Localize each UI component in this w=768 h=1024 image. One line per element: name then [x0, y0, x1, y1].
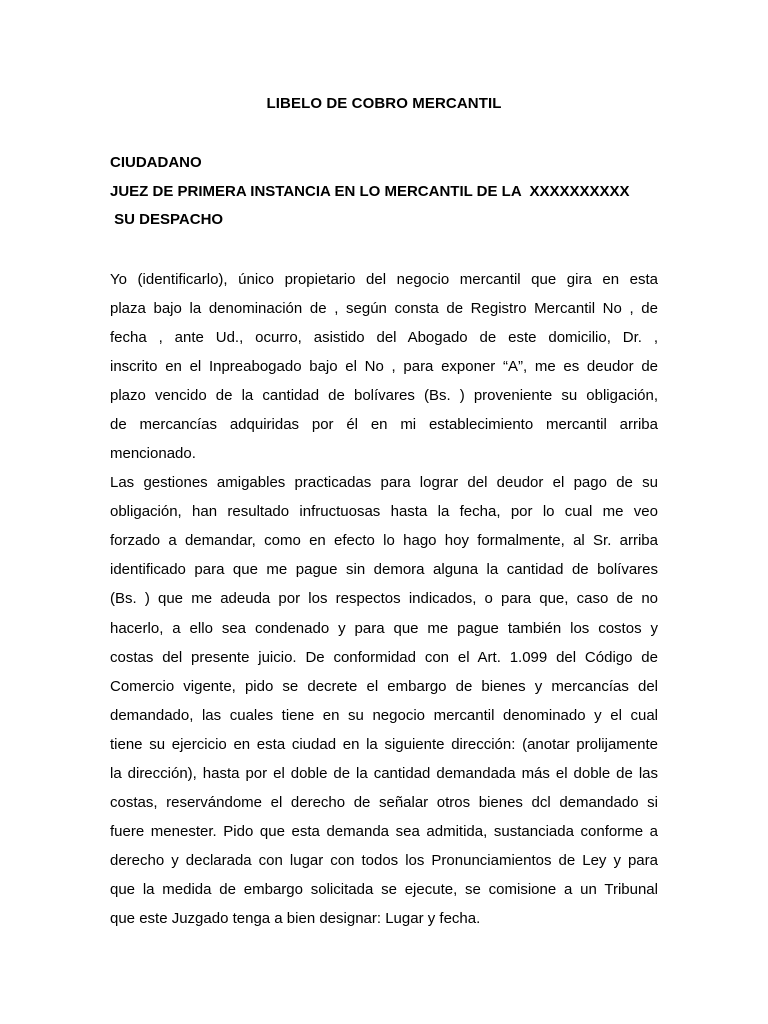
body-line: identificado para que me pague sin demora alguna la cantidad de bolívares [110, 561, 658, 578]
body-line: inscrito en el Inpreabogado bajo el No , para exponer “A”, me es deudor de [110, 358, 658, 375]
body-line: hacerlo, a ello sea condenado y para que me pague también los costos y [110, 620, 658, 637]
document-title: LIBELO DE COBRO MERCANTIL [266, 95, 502, 112]
body-line: que este Juzgado tenga a bien designar: Lugar y fecha. [110, 910, 481, 927]
body-line: costas, reservándome el derecho de señalar otros bienes dcl demandado si [110, 794, 658, 811]
body-line: derecho y declarada con lugar con todos los Pronunciamientos de Ley y para [110, 852, 658, 869]
body-line: la dirección), hasta por el doble de la cantidad demandada más el doble de las [110, 765, 658, 782]
body-line: de mercancías adquiridas por él en mi establecimiento mercantil arriba [110, 416, 658, 433]
addressee-line-3: SU DESPACHO [110, 211, 224, 228]
body-line: plazo vencido de la cantidad de bolívares (Bs. ) proveniente su obligación, [110, 387, 658, 404]
body-line: fuere menester. Pido que esta demanda sea admitida, sustanciada conforme a [110, 823, 658, 840]
body-line: mencionado. [110, 445, 196, 462]
body-line: demandado, las cuales tiene en su negocio mercantil denominado y el cual [110, 707, 658, 724]
body-line: (Bs. ) que me adeuda por los respectos indicados, o para que, caso de no [110, 590, 658, 607]
body-line: fecha , ante Ud., ocurro, asistido del Abogado de este domicilio, Dr. , [110, 329, 658, 346]
body-line: obligación, han resultado infructuosas hasta la fecha, por lo cual me veo [110, 503, 658, 520]
body-line: Las gestiones amigables practicadas para lograr del deudor el pago de su [110, 474, 658, 491]
body-line: plaza bajo la denominación de , según consta de Registro Mercantil No , de [110, 300, 658, 317]
body-line: Comercio vigente, pido se decrete el embargo de bienes y mercancías del [110, 678, 658, 695]
body-line: tiene su ejercicio en esta ciudad en la siguiente dirección: (anotar prolijamente [110, 736, 658, 753]
body-line: forzado a demandar, como en efecto lo hago hoy formalmente, al Sr. arriba [110, 532, 658, 549]
body-line: que la medida de embargo solicitada se ejecute, se comisione a un Tribunal [110, 881, 658, 898]
body-line: Yo (identificarlo), único propietario del negocio mercantil que gira en esta [110, 271, 658, 288]
addressee-line-1: CIUDADANO [110, 154, 202, 171]
addressee-line-2: JUEZ DE PRIMERA INSTANCIA EN LO MERCANTIL DE LA XXXXXXXXXX [110, 183, 630, 200]
body-line: costas del presente juicio. De conformidad con el Art. 1.099 del Código de [110, 649, 658, 666]
